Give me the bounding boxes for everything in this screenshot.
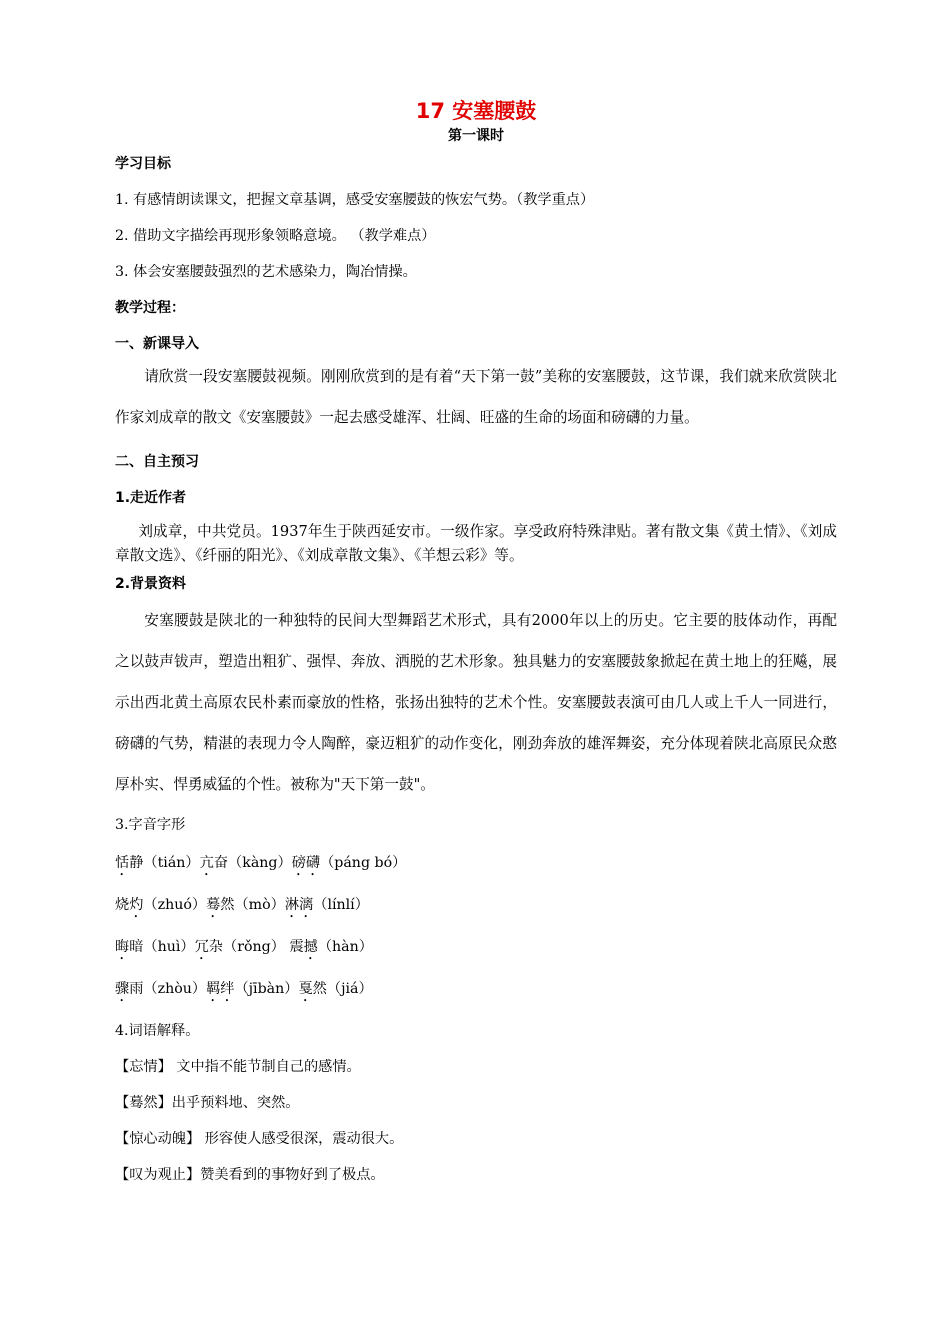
pinyin: （jībàn） (234, 981, 299, 997)
pronunciation-word: 淋漓（línlí） (284, 897, 369, 913)
vocab-heading: 4.词语解释。 (115, 1023, 200, 1039)
pinyin: （zhuó） (143, 897, 207, 913)
pinyin: （kàng） (228, 855, 292, 871)
pronunciation-word: 恬静（tián） (115, 855, 200, 871)
pinyin: （páng bó） (320, 855, 407, 871)
pronunciation-word: 戛然（jiá） (298, 981, 373, 997)
pinyin: （huì） (143, 939, 195, 955)
pronunciation-word: 冗杂（rǒng） (194, 939, 285, 955)
pronunciation-word: 晦暗（huì） (115, 939, 195, 955)
goal-item: 3. 体会安塞腰鼓强烈的艺术感染力，陶冶情操。 (115, 264, 417, 280)
goal-item: 2. 借助文字描绘再现形象领略意境。 （教学难点） (115, 228, 436, 244)
goals-heading: 学习目标 (115, 156, 171, 172)
background-paragraph: 安塞腰鼓是陕北的一种独特的民间大型舞蹈艺术形式，具有2000年以上的历史。它主要的肢体动作，再配之以鼓声钹声，塑造出粗犷、强悍、奔放、洒脱的艺术形象。独具魅力的安塞腰鼓象掀起在黄土地上的狂飚，展示出西北黄土高原农民朴素而豪放的性格，张扬出独特的艺术个性。安塞腰鼓表演可由几人或上千人一同进行，磅礴的气势，精湛的表现力令人陶醉，豪迈粗犷的动作变化，刚劲奔放的雄浑舞姿，充分体现着陕北高原民众憨厚朴实、悍勇威猛的个性。被称为"天下第一鼓"。 (115, 612, 837, 793)
pronunciation-word: 磅礴（páng bó） (291, 855, 407, 871)
author-paragraph: 刘成章，中共党员。1937年生于陕西延安市。一级作家。享受政府特殊津贴。著有散文集《黄土情》、《刘成章散文选》、《纤丽的阳光》、《刘成章散文集》、《羊想云彩》等。 (115, 523, 837, 564)
pronunciation-word: 骤雨（zhòu） (115, 981, 207, 997)
pinyin: （tián） (143, 855, 200, 871)
pinyin: （jiá） (326, 981, 373, 997)
pronunciation-heading: 3.字音字形 (115, 817, 186, 833)
definition-term: 【蓦然】 (115, 1095, 172, 1111)
pronunciation-word: 烧灼（zhuó） (115, 897, 207, 913)
definition-term: 【惊心动魄】 (115, 1131, 201, 1147)
section1-paragraph: 请欣赏一段安塞腰鼓视频。刚刚欣赏到的是有着“天下第一鼓”美称的安塞腰鼓，这节课，我们就来欣赏陕北作家刘成章的散文《安塞腰鼓》一起去感受雄浑、壮阔、旺盛的生命的场面和磅礴的力量。 (115, 368, 837, 426)
page-title: 17 安塞腰鼓 (415, 99, 537, 123)
page-subtitle: 第一课时 (448, 128, 504, 144)
definition-term: 【忘情】 (115, 1059, 172, 1075)
goal-item: 1. 有感情朗读课文，把握文章基调，感受安塞腰鼓的恢宏气势。（教学重点） (115, 192, 595, 208)
pinyin: （hàn） (317, 939, 373, 955)
pronunciation-row (115, 851, 837, 879)
pronunciation-row (115, 935, 837, 963)
section1-heading: 一、新课导入 (115, 336, 199, 352)
pronunciation-list (115, 851, 837, 1005)
definition-term: 【叹为观止】 (115, 1167, 201, 1183)
section2-heading: 二、自主预习 (115, 454, 199, 470)
definition-text: 出乎预料地、突然。 (171, 1095, 300, 1111)
definition-item (115, 1091, 837, 1115)
pronunciation-row (115, 893, 837, 921)
pronunciation-word: 蓦然（mò） (206, 897, 285, 913)
pinyin: （mò） (234, 897, 285, 913)
document-page (115, 96, 837, 1187)
definition-text: 文中指不能节制自己的感情。 (171, 1059, 361, 1075)
background-heading: 2.背景资料 (115, 576, 187, 592)
pronunciation-word: 羁绊（jībàn） (206, 981, 299, 997)
definition-list (115, 1055, 837, 1187)
pronunciation-row (115, 977, 837, 1005)
pinyin: （línlí） (313, 897, 369, 913)
definition-item (115, 1055, 837, 1079)
process-heading: 教学过程： (115, 300, 185, 316)
pronunciation-word: 震撼（hàn） (289, 939, 373, 955)
pinyin: （rǒng） (223, 939, 285, 955)
definition-item (115, 1127, 837, 1151)
pinyin: （zhòu） (143, 981, 207, 997)
definition-text: 赞美看到的事物好到了极点。 (200, 1167, 385, 1183)
author-heading: 1.走近作者 (115, 490, 187, 506)
pronunciation-word: 亢奋（kàng） (199, 855, 292, 871)
definition-item (115, 1163, 837, 1187)
definition-text: 形容使人感受很深，震动很大。 (200, 1131, 404, 1147)
